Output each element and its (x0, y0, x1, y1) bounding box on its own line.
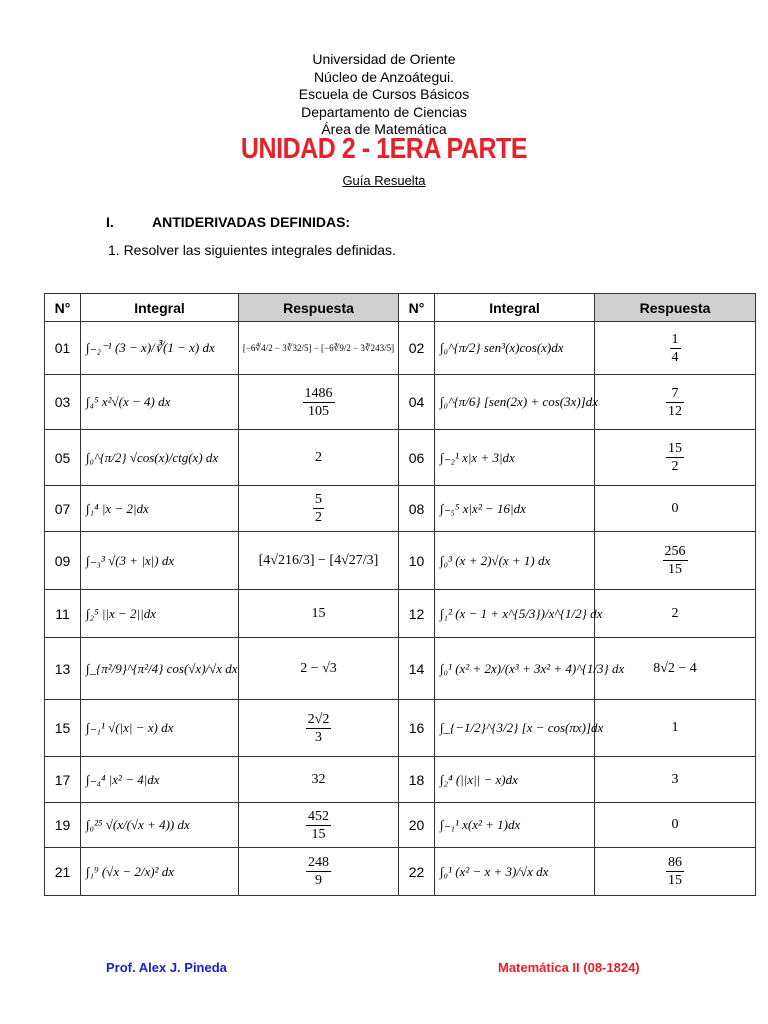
author-name: Prof. Alex J. Pineda (106, 960, 227, 975)
answer-cell (595, 322, 756, 375)
integral-expression (81, 803, 239, 848)
table-row (45, 757, 756, 803)
answer-text: 3 (671, 771, 679, 787)
answer-text: [−6∜4/2 − 3∛32/5] − [−6∛9/2 − 3∛243/5] (242, 343, 395, 353)
header-line: Universidad de Oriente (312, 51, 456, 67)
answer-cell (239, 486, 399, 532)
table-header-row (45, 294, 756, 322)
answer-text: 1 (671, 720, 679, 735)
answer-cell (595, 430, 756, 486)
header-num: N° (399, 294, 435, 322)
answer-fraction: $\frac{15}{2}$ (668, 441, 682, 474)
table-row (45, 322, 756, 375)
integral-text: ∫₋₄⁴ |x² − 4|dx (86, 771, 160, 787)
answer-cell (239, 590, 399, 638)
section-heading (106, 214, 350, 230)
integral-expression (81, 486, 239, 532)
table-row (45, 700, 756, 757)
integral-expression (435, 375, 599, 430)
integral-expression (435, 700, 604, 757)
integral-text: ∫₀³ (x + 2)√(x + 1) dx (440, 552, 551, 568)
problem-number: 12 (399, 590, 435, 638)
answer-cell (239, 532, 399, 590)
page-title: UNIDAD 2 - 1ERA PARTE (240, 133, 528, 165)
integral-text: ∫_{−1/2}^{3/2} [x − cos(πx)]dx (440, 720, 604, 735)
table-row (45, 486, 756, 532)
table-row (45, 803, 756, 848)
answer-text: 2 (315, 449, 322, 465)
answer-text: 2 − √3 (300, 660, 337, 676)
answer-cell (239, 700, 399, 757)
problem-number: 20 (399, 803, 435, 848)
answer-cell (595, 757, 756, 803)
answer-fraction: $\frac{86}{15}$ (668, 855, 682, 888)
integral-expression (435, 430, 595, 486)
integral-expression (81, 590, 239, 638)
problem-number: 10 (399, 532, 435, 590)
table-row (45, 848, 756, 896)
problem-number: 17 (45, 757, 81, 803)
problem-number: 07 (45, 486, 81, 532)
integral-text: ∫₄⁵ x²√(x − 4) dx (86, 394, 171, 409)
integral-expression (435, 803, 595, 848)
integral-expression (435, 532, 595, 590)
answer-cell (239, 638, 399, 700)
problem-number: 21 (45, 848, 81, 896)
integral-text: ∫₀^{π/6} [sen(2x) + cos(3x)]dx (440, 394, 599, 409)
answer-fraction: $\frac{256}{15}$ (664, 544, 686, 577)
page-subtitle (0, 173, 768, 188)
integral-text: ∫₂⁵ ||x − 2||dx (86, 605, 156, 621)
answer-fraction: $\frac{1}{4}$ (671, 331, 679, 365)
answer-fraction: $\frac{2√2}{3}$ (307, 711, 330, 745)
problem-number: 16 (399, 700, 435, 757)
integral-text: ∫₀²⁵ √(x/(√x + 4)) dx (86, 817, 190, 832)
subtitle-text: Guía Resuelta (342, 173, 426, 188)
problem-number: 15 (45, 700, 81, 757)
header-line: Núcleo de Anzoátegui. (313, 68, 455, 85)
integral-expression (435, 848, 595, 896)
integral-text: ∫_{π²/9}^{π²/4} cos(√x)/√x dx (86, 660, 238, 676)
section-numeral: I. (106, 214, 114, 230)
integral-text: ∫₁⁴ |x − 2|dx (86, 500, 149, 516)
answer-cell (595, 848, 756, 896)
integral-expression (81, 757, 239, 803)
problem-number: 04 (399, 375, 435, 430)
integral-expression (81, 322, 239, 375)
header-answer: Respuesta (239, 294, 399, 322)
problem-number: 18 (399, 757, 435, 803)
integral-expression (435, 322, 595, 375)
answer-cell (595, 486, 756, 532)
integral-expression (81, 848, 239, 896)
answer-text: 0 (671, 817, 679, 832)
answer-cell (239, 848, 399, 896)
answer-text: 2 (671, 605, 679, 621)
integral-expression (435, 757, 595, 803)
integral-text: ∫₋₁¹ x(x² + 1)dx (440, 817, 521, 832)
answer-cell (595, 700, 756, 757)
integral-expression (81, 700, 239, 757)
problem-number: 02 (399, 322, 435, 375)
answer-text: 0 (671, 500, 679, 516)
integral-text: ∫₂⁴ (||x|| − x)dx (440, 771, 518, 787)
integral-expression (435, 590, 603, 638)
answer-cell (239, 803, 399, 848)
problem-number: 09 (45, 532, 81, 590)
integral-expression (81, 532, 239, 590)
problem-number: 14 (399, 638, 435, 700)
answer-cell (239, 757, 399, 803)
answer-text: [4√216/3] − [4√27/3] (258, 552, 379, 568)
header-answer: Respuesta (595, 294, 756, 322)
answer-fraction: $\frac{248}{9}$ (308, 855, 329, 888)
answer-fraction: $\frac{7}{12}$ (668, 385, 682, 419)
answer-text: 32 (311, 771, 326, 787)
table-row (45, 532, 756, 590)
problem-number: 13 (45, 638, 81, 700)
problem-number: 03 (45, 375, 81, 430)
integral-text: ∫₋₃³ √(3 + |x|) dx (86, 552, 175, 568)
integral-text: ∫₋₂¹ x|x + 3|dx (440, 449, 515, 465)
answer-cell (595, 803, 756, 848)
header-line: Escuela de Cursos Básicos (298, 86, 470, 102)
integral-text: ∫₋₁¹ √(|x| − x) dx (86, 720, 174, 735)
header-line: Departamento de Ciencias (301, 103, 467, 120)
answer-text: 15 (311, 605, 326, 621)
integral-text: ∫₀^{π/2} √cos(x)/ctg(x) dx (86, 449, 219, 465)
table-row (45, 375, 756, 430)
header-integral: Integral (435, 294, 595, 322)
problem-number: 19 (45, 803, 81, 848)
header-integral: Integral (81, 294, 239, 322)
course-name: Matemática II (08-1824) (498, 960, 640, 975)
answer-fraction: $\frac{452}{15}$ (308, 808, 329, 842)
answer-text: 8√2 − 4 (653, 660, 697, 676)
problem-number: 11 (45, 590, 81, 638)
integral-text: ∫₋₂⁻¹ (3 − x)/∛(1 − x) dx (86, 340, 215, 355)
table-row (45, 430, 756, 486)
problem-number: 01 (45, 322, 81, 375)
problem-number: 06 (399, 430, 435, 486)
institution-header (0, 51, 768, 139)
integral-text: ∫₀^{π/2} sen³(x)cos(x)dx (440, 340, 564, 355)
instruction-text: 1. Resolver las siguientes integrales definidas. (108, 242, 396, 258)
problem-number: 22 (399, 848, 435, 896)
header-num: N° (45, 294, 81, 322)
integral-expression (435, 486, 595, 532)
answer-cell (595, 375, 756, 430)
answer-cell (239, 430, 399, 486)
table-body (45, 322, 756, 896)
problem-number: 08 (399, 486, 435, 532)
integrals-table (44, 293, 756, 896)
answer-fraction: $\frac{1486}{105}$ (304, 385, 333, 419)
problem-number: 05 (45, 430, 81, 486)
answer-cell (595, 590, 756, 638)
integral-expression (81, 638, 239, 700)
header-line: Área de Matemática (321, 121, 447, 137)
answer-cell (595, 532, 756, 590)
integral-text: ∫₀¹ (x² − x + 3)/√x dx (440, 863, 549, 879)
answer-fraction: $\frac{5}{2}$ (315, 492, 322, 525)
integral-text: ∫₁⁹ (√x − 2/x)² dx (86, 863, 174, 879)
section-title: ANTIDERIVADAS DEFINIDAS: (152, 214, 351, 230)
integral-expression (435, 638, 625, 700)
answer-cell (239, 375, 399, 430)
table-row (45, 638, 756, 700)
integral-text: ∫₋₅⁵ x|x² − 16|dx (440, 500, 526, 516)
integral-expression (81, 430, 239, 486)
answer-cell (239, 322, 399, 375)
table-row (45, 590, 756, 638)
integral-text: ∫₁² (x − 1 + x^{5/3})/x^{1/2} dx (440, 605, 603, 621)
integral-text: ∫₀¹ (x² + 2x)/(x³ + 3x² + 4)^{1/3} dx (440, 660, 625, 676)
integral-expression (81, 375, 239, 430)
